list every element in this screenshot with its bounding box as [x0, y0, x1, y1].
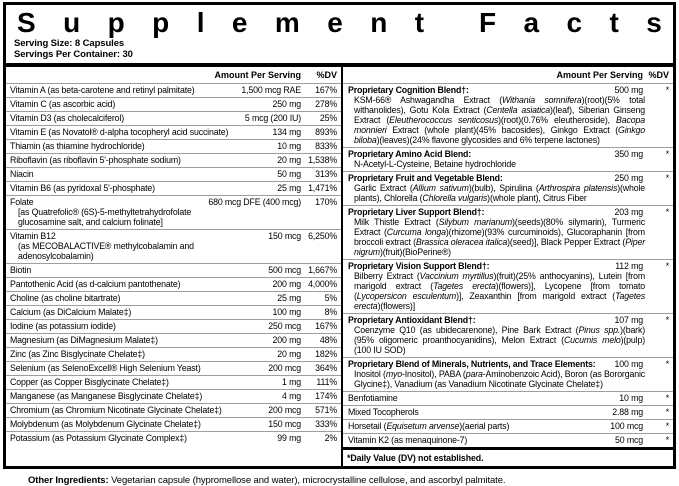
title-letter: s — [646, 7, 662, 38]
nutrient-dv: 4,000% — [308, 279, 337, 289]
title-letter: e — [231, 7, 248, 38]
nutrient-row — [6, 111, 341, 125]
nutrient-amount: 20 mg — [277, 155, 301, 165]
nutrient-row — [6, 361, 341, 375]
blend-row — [343, 405, 673, 419]
nutrient-name: Magnesium (as DiMagnesium Malate‡) — [10, 335, 158, 345]
blend-rows — [343, 83, 673, 447]
nutrient-row — [6, 403, 341, 417]
title-letter: l — [196, 7, 205, 38]
nutrient-name: Vitamin B6 (as pyridoxal 5'-phosphate) — [10, 183, 155, 193]
nutrient-amount: 200 mg — [272, 279, 301, 289]
amount-per-serving-header: Amount Per Serving — [556, 70, 643, 80]
nutrient-dv: 333% — [315, 419, 337, 429]
blend-amount: 100 mcg — [610, 421, 643, 431]
other-ingredients-label: Other Ingredients: — [28, 475, 109, 486]
blend-amount: 203 mg — [614, 207, 643, 217]
nutrient-row — [6, 97, 341, 111]
title-letter: u — [63, 7, 81, 38]
blend-head — [348, 261, 669, 271]
nutrient-dv: 25% — [319, 113, 337, 123]
blend-dv: * — [665, 85, 669, 95]
nutrient-amount: 5 mcg (200 IU) — [244, 113, 301, 123]
blends-column-header — [343, 67, 673, 83]
blend-dv: * — [665, 421, 669, 431]
title-letter: F — [478, 7, 497, 38]
title-letter: a — [523, 7, 540, 38]
label-header — [6, 5, 673, 63]
nutrient-dv: 893% — [315, 127, 337, 137]
blend-dv: * — [665, 207, 669, 217]
nutrient-amount: 250 mg — [272, 99, 301, 109]
blend-amount: 350 mg — [614, 149, 643, 159]
nutrient-row — [6, 375, 341, 389]
blend-row — [343, 171, 673, 205]
nutrient-name: Vitamin C (as ascorbic acid) — [10, 99, 116, 109]
blend-name: Benfotiamine — [348, 393, 398, 403]
blend-amount: 500 mg — [614, 85, 643, 95]
nutrient-dv: 6,250% — [308, 231, 337, 241]
blend-row — [343, 259, 673, 313]
nutrient-row — [6, 347, 341, 361]
nutrient-dv: 48% — [319, 335, 337, 345]
nutrient-row — [6, 153, 341, 167]
blend-row — [343, 205, 673, 259]
blend-head — [348, 435, 669, 445]
title-letter: e — [327, 7, 343, 38]
blend-ingredients: Inositol (myo-Inositol), PABA (para-Aminobenzoic Acid), Boron (as Bororganic Glycine‡), Vanadium (as Vanadium Nicotinate Glycinate Chelate‡) — [354, 369, 645, 389]
nutrient-name: Copper (as Copper Bisglycinate Chelate‡) — [10, 377, 169, 387]
nutrient-name: Thiamin (as thiamine hydrochloride) — [10, 141, 145, 151]
blend-row — [343, 147, 673, 171]
blend-amount: 100 mg — [614, 359, 643, 369]
blend-dv: * — [665, 393, 669, 403]
nutrient-amount: 25 mg — [277, 293, 301, 303]
nutrient-dv: 167% — [315, 321, 337, 331]
daily-value-footnote: *Daily Value (DV) not established. — [343, 447, 673, 466]
nutrient-amount: 10 mg — [277, 141, 301, 151]
nutrient-row — [6, 431, 341, 445]
blend-row — [343, 83, 673, 147]
nutrient-row — [6, 277, 341, 291]
facts-columns — [6, 67, 673, 466]
blend-dv: * — [665, 261, 669, 271]
nutrient-row — [6, 417, 341, 431]
blend-head — [348, 359, 669, 369]
percent-dv-header: %DV — [316, 70, 337, 80]
blend-amount: 2.88 mg — [612, 407, 643, 417]
nutrient-amount: 680 mcg DFE (400 mcg) — [208, 197, 301, 207]
nutrient-name: Vitamin D3 (as cholecalciferol) — [10, 113, 124, 123]
blend-row — [343, 357, 673, 391]
blend-ingredients: Coenzyme Q10 (as ubidecarenone), Pine Bark Extract (Pinus spp.)(bark)(95% oligomeric proanthocyanidins), Melon Extract (Cucumis melo)(pulp)(100 IU SOD) — [354, 325, 645, 355]
blend-dv: * — [665, 315, 669, 325]
nutrient-name: Riboflavin (as riboflavin 5'-phosphate sodium) — [10, 155, 181, 165]
blend-name: Vitamin K2 (as menaquinone-7) — [348, 435, 468, 445]
blend-ingredients: N-Acetyl-L-Cysteine, Betaine hydrochloride — [354, 159, 516, 169]
blend-name: Horsetail (Equisetum arvense)(aerial parts) — [348, 421, 510, 431]
nutrient-amount: 200 mcg — [268, 363, 301, 373]
blend-ingredients: KSM-66® Ashwagandha Extract (Withania somnifera)(root)(5% total withanolides), Gotu Kola Extract (Centella asiatica)(leaf), Siberian Ginseng Extract (Eleutherococcus senticosus)(root)(0.76% eleutheroside), Bacopa monnieri Extract (whole plant)(45% bacosides), Ginkgo Extract (Ginkgo biloba)(leaves)(24% flavone glycosides and 6% terpene lactones) — [354, 95, 645, 145]
blend-dv: * — [665, 173, 669, 183]
blend-head — [348, 421, 669, 431]
nutrient-dv: 8% — [324, 307, 337, 317]
nutrient-name-detail: [as Quatrefolic® (6S)-5-methyltetrahydrofolate glucosamine salt, and calcium folinate] — [18, 207, 192, 227]
blend-amount: 250 mg — [614, 173, 643, 183]
nutrient-amount: 50 mg — [277, 169, 301, 179]
blend-row — [343, 419, 673, 433]
amount-per-serving-header: Amount Per Serving — [214, 70, 301, 80]
nutrient-row — [6, 139, 341, 153]
blend-dv: * — [665, 435, 669, 445]
nutrient-dv: 167% — [315, 85, 337, 95]
servings-per-container: Servings Per Container: 30 — [14, 49, 133, 60]
nutrient-amount: 1 mg — [282, 377, 301, 387]
nutrient-name: Vitamin B12 (as MECOBALACTIVE® methylcobalamin and adenosylcobalamin) — [10, 231, 263, 261]
nutrient-row — [6, 319, 341, 333]
nutrient-name: Chromium (as Chromium Nicotinate Glycinate Chelate‡) — [10, 405, 222, 415]
nutrient-dv: 364% — [315, 363, 337, 373]
blend-row — [343, 391, 673, 405]
nutrient-name: Niacin — [10, 169, 34, 179]
nutrient-name: Biotin — [10, 265, 32, 275]
nutrient-name-detail: (as MECOBALACTIVE® methylcobalamin and adenosylcobalamin) — [18, 241, 194, 261]
blend-ingredients: Garlic Extract (Allium sativum)(bulb), Spirulina (Arthrospira platensis)(whole plants), Chlorella (Chlorella vulgaris)(whole plant), Citrus Fiber — [354, 183, 645, 203]
nutrient-amount: 20 mg — [277, 349, 301, 359]
title-letter: c — [566, 7, 583, 38]
nutrients-column — [6, 67, 341, 466]
blend-dv: * — [665, 149, 669, 159]
blend-head — [348, 85, 669, 95]
blend-amount: 10 mg — [619, 393, 643, 403]
nutrient-name: Potassium (as Potassium Glycinate Complex‡) — [10, 433, 187, 443]
blend-head — [348, 149, 669, 159]
blend-name: Proprietary Antioxidant Blend†: — [348, 315, 476, 325]
blend-dv: * — [665, 359, 669, 369]
blend-name: Proprietary Cognition Blend†: — [348, 85, 469, 95]
nutrient-dv: 278% — [315, 99, 337, 109]
other-ingredients-text: Vegetarian capsule (hypromellose and water), microcrystalline cellulose, and ascorbyl palmitate. — [108, 475, 506, 486]
nutrient-dv: 1,538% — [308, 155, 337, 165]
nutrient-dv: 174% — [315, 391, 337, 401]
blend-amount: 50 mcg — [615, 435, 643, 445]
nutrient-amount: 25 mg — [277, 183, 301, 193]
nutrient-name: Pantothenic Acid (as d-calcium pantothenate) — [10, 279, 181, 289]
title-letter: t — [609, 7, 619, 38]
nutrient-dv: 182% — [315, 349, 337, 359]
nutrient-name: Choline (as choline bitartrate) — [10, 293, 121, 303]
nutrient-dv: 2% — [324, 433, 337, 443]
nutrient-row — [6, 389, 341, 403]
nutrient-amount: 99 mg — [277, 433, 301, 443]
blend-name: Proprietary Fruit and Vegetable Blend: — [348, 173, 503, 183]
nutrient-dv: 833% — [315, 141, 337, 151]
nutrient-amount: 250 mcg — [268, 321, 301, 331]
nutrient-amount: 1,500 mcg RAE — [241, 85, 301, 95]
nutrient-row — [6, 125, 341, 139]
nutrient-name: Vitamin E (as Novatol® d-alpha tocopheryl acid succinate) — [10, 127, 229, 137]
title-letter: p — [152, 7, 170, 38]
nutrient-amount: 150 mcg — [268, 231, 301, 241]
blends-column — [341, 67, 673, 466]
nutrient-amount: 200 mcg — [268, 405, 301, 415]
nutrient-amount: 4 mg — [282, 391, 301, 401]
nutrient-name: Folate [as Quatrefolic® (6S)-5-methyltetrahydrofolate glucosamine salt, and calcium folinate] — [10, 197, 203, 227]
blend-row — [343, 313, 673, 357]
nutrients-column-header — [6, 67, 341, 83]
nutrient-amount: 200 mg — [272, 335, 301, 345]
title-letter: t — [414, 7, 425, 38]
blend-head — [348, 207, 669, 217]
nutrient-row — [6, 263, 341, 277]
nutrient-name: Vitamin A (as beta-carotene and retinyl palmitate) — [10, 85, 195, 95]
nutrient-dv: 5% — [324, 293, 337, 303]
nutrient-dv: 1,667% — [308, 265, 337, 275]
nutrient-row — [6, 83, 341, 97]
nutrient-rows — [6, 83, 341, 445]
blend-name: Proprietary Liver Support Blend†: — [348, 207, 485, 217]
nutrient-row — [6, 167, 341, 181]
blend-name: Mixed Tocopherols — [348, 407, 419, 417]
blend-name: Proprietary Vision Support Blend†: — [348, 261, 490, 271]
nutrient-amount: 134 mg — [272, 127, 301, 137]
title-letter: n — [370, 7, 388, 38]
nutrient-name: Calcium (as DiCalcium Malate‡) — [10, 307, 132, 317]
blend-amount: 112 mg — [615, 261, 643, 271]
nutrient-dv: 170% — [315, 197, 337, 207]
blend-row — [343, 433, 673, 447]
nutrient-row — [6, 195, 341, 229]
nutrient-name: Iodine (as potassium iodide) — [10, 321, 116, 331]
title-letter: S — [17, 7, 36, 38]
nutrient-amount: 150 mcg — [268, 419, 301, 429]
nutrient-amount: 500 mcg — [268, 265, 301, 275]
blend-head — [348, 393, 669, 403]
blend-head — [348, 173, 669, 183]
nutrient-name: Zinc (as Zinc Bisglycinate Chelate‡) — [10, 349, 145, 359]
blend-amount: 107 mg — [614, 315, 643, 325]
blend-head — [348, 315, 669, 325]
nutrient-dv: 1,471% — [308, 183, 337, 193]
nutrient-dv: 571% — [315, 405, 337, 415]
percent-dv-header: %DV — [648, 70, 669, 80]
blend-ingredients: Bilberry Extract (Vaccinium myrtillus)(fruit)(25% anthocyanins), Lutein [from marigold extract (Tagetes erecta)(flowers)], Lycopene [from tomato (Lycopersicon esculentum)], Zeaxanthin [from marigold extract (Tagetes erecta)(flowers)] — [354, 271, 645, 311]
nutrient-row — [6, 291, 341, 305]
blend-head — [348, 407, 669, 417]
serving-size: Serving Size: 8 Capsules — [14, 38, 125, 49]
nutrient-name: Molybdenum (as Molybdenum Glycinate Chelate‡) — [10, 419, 201, 429]
nutrient-row — [6, 305, 341, 319]
nutrient-row — [6, 229, 341, 263]
title-letter: p — [107, 7, 125, 38]
nutrient-name: Selenium (as SelenoExcell® High Selenium Yeast) — [10, 363, 201, 373]
supplement-facts-label — [3, 2, 676, 469]
blend-name: Proprietary Blend of Minerals, Nutrients, and Trace Elements: — [348, 359, 596, 369]
other-ingredients — [28, 475, 669, 486]
nutrient-row — [6, 333, 341, 347]
nutrient-amount: 100 mg — [272, 307, 301, 317]
nutrient-dv: 111% — [316, 377, 337, 387]
label-title — [14, 7, 665, 38]
blend-ingredients: Milk Thistle Extract (Silybum marianum)(seeds)(80% silymarin), Turmeric Extract (Curcuma longa)(rhizome)(93% curcuminoids), Glucoraphanin [from broccoli extract (Brassica oleracea italica)(seed)], Black Pepper Extract (Piper nigrum)(fruit)(BioPerine®) — [354, 217, 645, 257]
title-letter: m — [274, 7, 300, 38]
blend-name: Proprietary Amino Acid Blend: — [348, 149, 472, 159]
nutrient-name: Manganese (as Manganese Bisglycinate Chelate‡) — [10, 391, 203, 401]
blend-dv: * — [665, 407, 669, 417]
nutrient-dv: 313% — [315, 169, 337, 179]
nutrient-row — [6, 181, 341, 195]
